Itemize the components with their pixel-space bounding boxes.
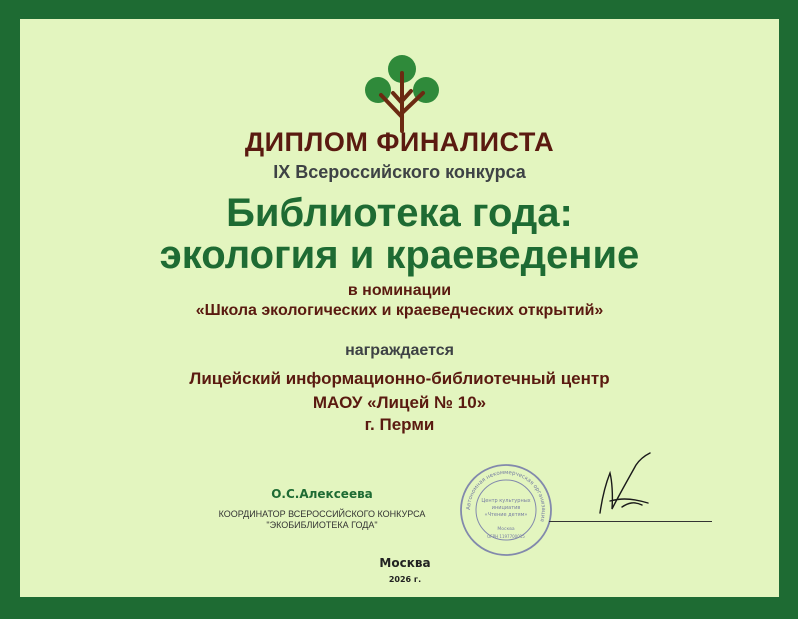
city: Москва bbox=[379, 556, 431, 570]
contest-name-line1: Библиотека года: bbox=[226, 191, 573, 235]
signer-name: О.С.Алексеева bbox=[271, 487, 373, 501]
awarded-label: награждается bbox=[345, 342, 454, 359]
signer-role-line1: КООРДИНАТОР ВСЕРОССИЙСКОГО КОНКУРСА bbox=[218, 509, 426, 519]
stamp-number-text: ОГРН 1197700015 bbox=[487, 534, 525, 539]
recipient-line2: МАОУ «Лицей № 10» bbox=[312, 393, 487, 412]
stamp-center-text-3: «Чтение детям» bbox=[484, 512, 528, 518]
diploma-title: ДИПЛОМ ФИНАЛИСТА bbox=[244, 127, 555, 157]
contest-edition: IX Всероссийского конкурса bbox=[273, 162, 526, 182]
year: 2026 г. bbox=[388, 575, 422, 584]
organization-stamp bbox=[458, 462, 554, 558]
contest-name-line2: экология и краеведение bbox=[159, 233, 640, 277]
certificate-paper bbox=[20, 19, 779, 597]
stamp-center-text-2: инициатив bbox=[491, 505, 521, 511]
nomination-name: «Школа экологических и краеведческих открытий» bbox=[195, 302, 604, 319]
tree-icon bbox=[363, 47, 441, 133]
nomination-intro: в номинации bbox=[347, 282, 452, 299]
stamp-outer-text: Автономная некоммерческая организация bbox=[465, 469, 547, 523]
signature-icon bbox=[588, 451, 658, 523]
stamp-bottom-text: Москва bbox=[497, 527, 515, 532]
recipient-line3: г. Перми bbox=[364, 415, 435, 434]
signer-role-line2: "ЭКОБИБЛИОТЕКА ГОДА" bbox=[266, 520, 378, 530]
stamp-center-text-1: Центр культурных bbox=[481, 498, 531, 504]
recipient-line1: Лицейский информационно-библиотечный центр bbox=[189, 369, 610, 388]
